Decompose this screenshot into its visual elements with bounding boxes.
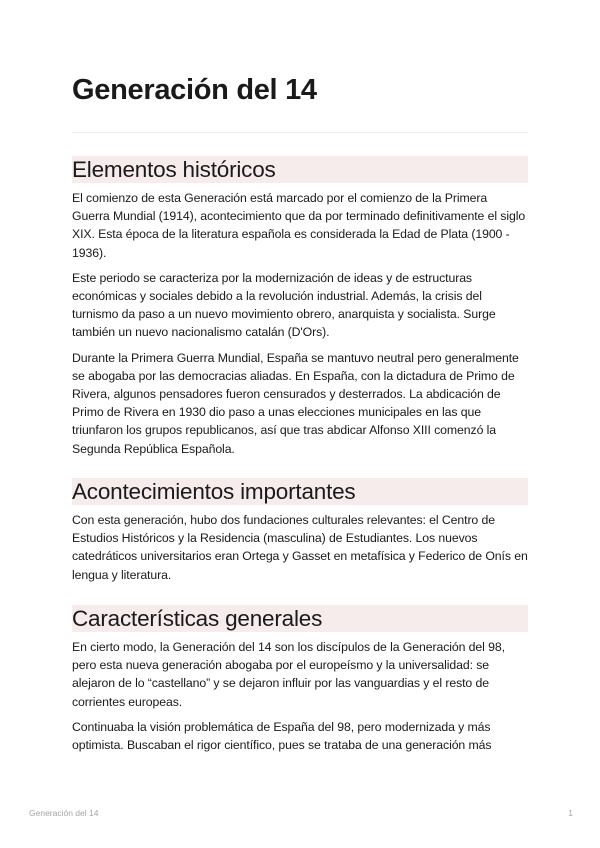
- section-heading: Características generales: [72, 605, 528, 632]
- section-acontecimientos-importantes: [72, 478, 528, 591]
- section-heading: Acontecimientos importantes: [72, 478, 528, 505]
- footer-page-number: 1: [568, 808, 573, 818]
- title-divider: [72, 132, 528, 133]
- paragraph: En cierto modo, la Generación del 14 son los discípulos de la Generación del 98, pero esta nueva generación abogaba por el europeísmo y la universalidad: se alejaron de lo “castellano” y se dejaron influir por las vanguardias y el resto de corrientes europeas.: [72, 640, 505, 709]
- section-elementos-historicos: [72, 156, 528, 465]
- paragraph: Este periodo se caracteriza por la modernización de ideas y de estructuras económicas y sociales debido a la revolución industrial. Además, la crisis del turnismo da paso a un nuevo movimiento obrero, anarquista y socialista. Surge también un nuevo nacionalismo catalán (D'Ors).: [72, 270, 496, 340]
- paragraph: Con esta generación, hubo dos fundaciones culturales relevantes: el Centro de Estudios Históricos y la Residencia (masculina) de Estudiantes. Los nuevos catedráticos universitarios eran Ortega y Gasset en metafísica y Federico de Onís en lengua y literatura.: [72, 513, 528, 582]
- paragraph: Continuaba la visión problemática de España del 98, pero modernizada y más optimista. Buscaban el rigor científico, pues se trataba de una generación más: [72, 719, 492, 753]
- paragraph: Durante la Primera Guerra Mundial, España se mantuvo neutral pero generalmente se abogaba por las democracias aliadas. En España, con la dictadura de Primo de Rivera, algunos pensadores fueron censurados y desterrados. La abdicación de Primo de Rivera en 1930 dio paso a unas elecciones municipales en las que triunfaron los grupos republicanos, así que tras abdicar Alfonso XIII comenzó la Segunda República Española.: [72, 350, 519, 456]
- footer-document-title: Generación del 14: [29, 808, 99, 818]
- section-caracteristicas-generales: [72, 605, 528, 761]
- paragraph: El comienzo de esta Generación está marcado por el comienzo de la Primera Guerra Mundial (1914), acontecimiento que da por terminado definitivamente el siglo XIX. Esta época de la literatura española es considerada la Edad de Plata (1900 - 1936).: [72, 191, 526, 260]
- page-title: Generación del 14: [72, 74, 317, 106]
- section-heading: Elementos históricos: [72, 156, 528, 183]
